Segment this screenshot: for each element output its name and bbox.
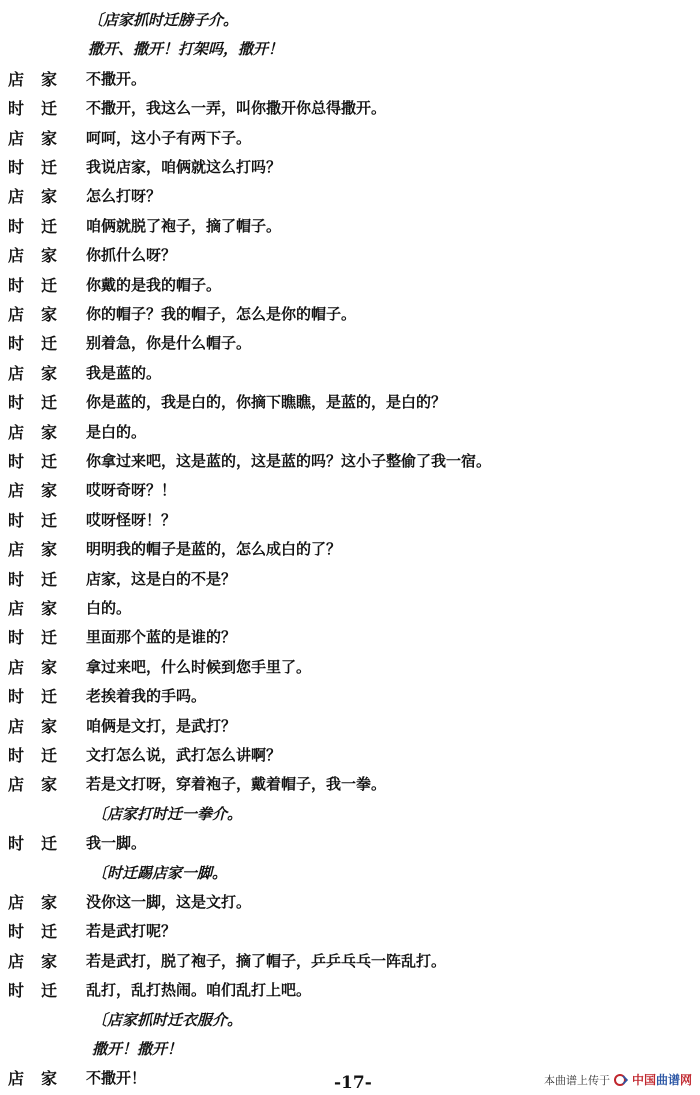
speaker-name: 时迁 [8,570,75,589]
site-brand-part-b: 曲谱 [655,1073,680,1087]
speaker-name: 时迁 [8,452,75,471]
dialogue-text: 呵呵，这小子有两下子。 [86,129,252,147]
speaker-name: 店家 [8,481,75,500]
dialogue-text: 不撒开！ [86,1069,147,1087]
dialogue-line [0,417,700,448]
dialogue-line [0,270,700,301]
speaker-name: 店家 [8,599,75,618]
site-logo-icon [614,1074,628,1086]
dialogue-text: 别着急，你是什么帽子。 [86,334,252,352]
upload-credit [544,1071,692,1088]
stage-direction-text: 撒开、撒开！打架吗，撒开！ [88,40,284,58]
speaker-name: 时迁 [8,276,75,295]
speaker-name: 店家 [8,305,75,324]
stage-direction-text: 撒开！撒开！ [92,1040,183,1058]
dialogue-text: 若是武打呢？ [86,922,177,940]
dialogue-line [0,475,700,506]
dialogue-text: 拿过来吧，什么时候到您手里了。 [86,658,312,676]
stage-direction-line [0,34,700,65]
dialogue-text: 你的帽子？我的帽子，怎么是你的帽子。 [86,305,357,323]
dialogue-line [0,740,700,771]
speaker-name: 店家 [8,952,75,971]
stage-direction-text: 〔店家抓时迁衣服介。 [92,1011,243,1029]
dialogue-text: 文打怎么说，武打怎么讲啊？ [86,746,282,764]
site-brand-part-a: 中国 [631,1073,656,1087]
stage-direction-line [0,5,700,36]
speaker-name: 店家 [8,717,75,736]
dialogue-line [0,946,700,977]
dialogue-text: 哎呀怪呀！？ [86,511,177,529]
dialogue-text: 若是文打呀，穿着袍子，戴着帽子，我一拳。 [86,775,387,793]
dialogue-line [0,711,700,742]
dialogue-text: 老挨着我的手吗。 [86,687,207,705]
speaker-name: 时迁 [8,746,75,765]
upload-credit-text: 本曲谱上传于 [543,1073,610,1087]
dialogue-text: 是白的。 [86,423,147,441]
dialogue-line [0,387,700,418]
dialogue-text: 乱打，乱打热闹。咱们乱打上吧。 [86,981,312,999]
dialogue-text: 你是蓝的，我是白的，你摘下瞧瞧，是蓝的，是白的？ [86,393,447,411]
speaker-name: 时迁 [8,687,75,706]
stage-direction-text: 〔时迁踢店家一脚。 [92,864,228,882]
dialogue-line [0,358,700,389]
dialogue-line [0,975,700,1006]
dialogue-line [0,181,700,212]
stage-direction-text: 〔店家打时迁一拳介。 [92,805,243,823]
dialogue-text: 我是蓝的。 [86,364,162,382]
dialogue-text: 明明我的帽子是蓝的，怎么成白的了？ [86,540,342,558]
speaker-name: 店家 [8,246,75,265]
speaker-name: 店家 [8,423,75,442]
dialogue-line [0,123,700,154]
dialogue-text: 白的。 [86,599,132,617]
dialogue-text: 哎呀奇呀？！ [86,481,177,499]
dialogue-line [0,211,700,242]
dialogue-line [0,152,700,183]
dialogue-line [0,564,700,595]
speaker-name: 店家 [8,540,75,559]
dialogue-text: 不撒开，我这么一弄，叫你撒开你总得撒开。 [86,99,387,117]
dialogue-text: 你拿过来吧，这是蓝的，这是蓝的吗？这小子整偷了我一宿。 [86,452,492,470]
speaker-name: 时迁 [8,158,75,177]
stage-direction-text: 〔店家抓时迁膀子介。 [88,11,239,29]
dialogue-text: 不撒开。 [86,70,147,88]
dialogue-line [0,93,700,124]
site-brand [632,1071,692,1088]
speaker-name: 店家 [8,129,75,148]
stage-direction-line [0,1034,700,1065]
speaker-name: 时迁 [8,334,75,353]
speaker-name: 时迁 [8,217,75,236]
speaker-name: 时迁 [8,834,75,853]
speaker-name: 时迁 [8,99,75,118]
dialogue-line [0,622,700,653]
dialogue-text: 我说店家，咱俩就这么打吗？ [86,158,282,176]
dialogue-text: 我一脚。 [86,834,147,852]
speaker-name: 店家 [8,187,75,206]
dialogue-line [0,64,700,95]
dialogue-text: 没你这一脚，这是文打。 [86,893,252,911]
dialogue-text: 你戴的是我的帽子。 [86,276,222,294]
site-brand-part-c: 网 [679,1073,692,1087]
dialogue-text: 你抓什么呀？ [86,246,177,264]
speaker-name: 店家 [8,1069,75,1088]
dialogue-line [0,828,700,859]
dialogue-text: 咱俩就脱了袍子，摘了帽子。 [86,217,282,235]
dialogue-line [0,534,700,565]
dialogue-line [0,505,700,536]
dialogue-text: 怎么打呀？ [86,187,162,205]
dialogue-line [0,328,700,359]
stage-direction-line [0,858,700,889]
dialogue-line [0,681,700,712]
speaker-name: 店家 [8,364,75,383]
dialogue-text: 里面那个蓝的是谁的？ [86,628,237,646]
speaker-name: 店家 [8,775,75,794]
dialogue-line [0,240,700,271]
stage-direction-line [0,1005,700,1036]
dialogue-line [0,887,700,918]
dialogue-line [0,446,700,477]
dialogue-line [0,769,700,800]
stage-direction-line [0,799,700,830]
page-number: -17- [334,1073,372,1093]
speaker-name: 时迁 [8,628,75,647]
dialogue-line [0,593,700,624]
speaker-name: 时迁 [8,981,75,1000]
speaker-name: 店家 [8,70,75,89]
speaker-name: 店家 [8,893,75,912]
speaker-name: 时迁 [8,511,75,530]
dialogue-line [0,652,700,683]
dialogue-text: 咱俩是文打，是武打？ [86,717,237,735]
dialogue-text: 店家，这是白的不是？ [86,570,237,588]
speaker-name: 时迁 [8,922,75,941]
speaker-name: 店家 [8,658,75,677]
dialogue-line [0,916,700,947]
dialogue-text: 若是武打，脱了袍子，摘了帽子，乒乒乓乓一阵乱打。 [86,952,447,970]
dialogue-line [0,299,700,330]
speaker-name: 时迁 [8,393,75,412]
